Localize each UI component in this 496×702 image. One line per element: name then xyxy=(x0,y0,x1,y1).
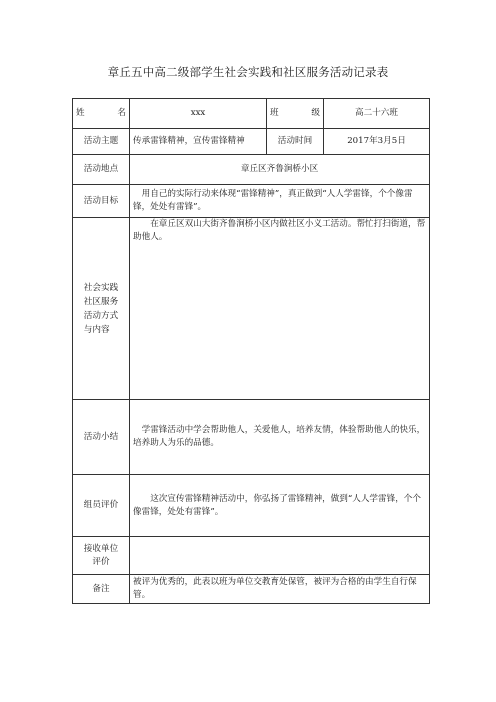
unit-label-line: 接收单位 xyxy=(83,543,119,554)
row-place xyxy=(73,155,430,185)
row-theme-time xyxy=(73,129,430,155)
content-label-line: 社区服务 xyxy=(83,296,119,307)
place-label: 活动地点 xyxy=(73,155,130,185)
summary-value: 学雷锋活动中学会帮助他人，关爱他人，培养友情，体验帮助他人的快乐，培养助人为乐的品德。 xyxy=(130,400,430,475)
time-label: 活动时间 xyxy=(267,129,324,155)
row-name-class xyxy=(73,99,430,129)
theme-value: 传承雷锋精神，宣传雷锋精神 xyxy=(130,129,267,155)
form-title: 章丘五中高二级部学生社会实践和社区服务活动记录表 xyxy=(107,65,389,79)
remark-value: 被评为优秀的，此表以班为单位交教育处保管，被评为合格的由学生自行保管。 xyxy=(130,575,430,604)
review-value: 这次宣传雷锋精神活动中，你弘扬了雷锋精神，做到“人人学雷锋，个个像雷锋，处处有雷锋”。 xyxy=(130,475,430,537)
row-review xyxy=(73,475,430,537)
content-value: 在章丘区双山大街齐鲁涧桥小区内做社区小义工活动。帮忙打扫街道，帮助他人。 xyxy=(130,218,430,400)
row-unit-review xyxy=(73,537,430,575)
content-label xyxy=(84,281,118,337)
row-remark xyxy=(73,575,430,604)
summary-label: 活动小结 xyxy=(73,400,130,475)
unit-label-line: 评价 xyxy=(92,556,110,567)
time-value: 2017年3月5日 xyxy=(324,129,430,155)
theme-label: 活动主题 xyxy=(73,129,130,155)
content-label-line: 与内容 xyxy=(83,324,110,335)
content-label-line: 社会实践 xyxy=(83,282,119,293)
activity-record-table xyxy=(72,98,430,604)
name-label: 姓 名 xyxy=(73,99,130,129)
class-label: 班 级 xyxy=(267,99,324,129)
row-goal xyxy=(73,185,430,218)
place-value: 章丘区齐鲁涧桥小区 xyxy=(130,155,430,185)
goal-value: 用自己的实际行动来体现“雷锋精神”，真正做到“人人学雷锋，个个像雷锋，处处有雷锋”。 xyxy=(130,185,430,218)
unit-value xyxy=(130,537,430,575)
content-label-line: 活动方式 xyxy=(83,310,119,321)
class-value: 高二十六班 xyxy=(324,99,430,129)
goal-label: 活动目标 xyxy=(73,185,130,218)
row-summary xyxy=(73,400,430,475)
remark-label: 备注 xyxy=(73,575,130,604)
name-value: xxx xyxy=(130,99,267,129)
row-content xyxy=(73,218,430,400)
review-label: 组员评价 xyxy=(73,475,130,537)
